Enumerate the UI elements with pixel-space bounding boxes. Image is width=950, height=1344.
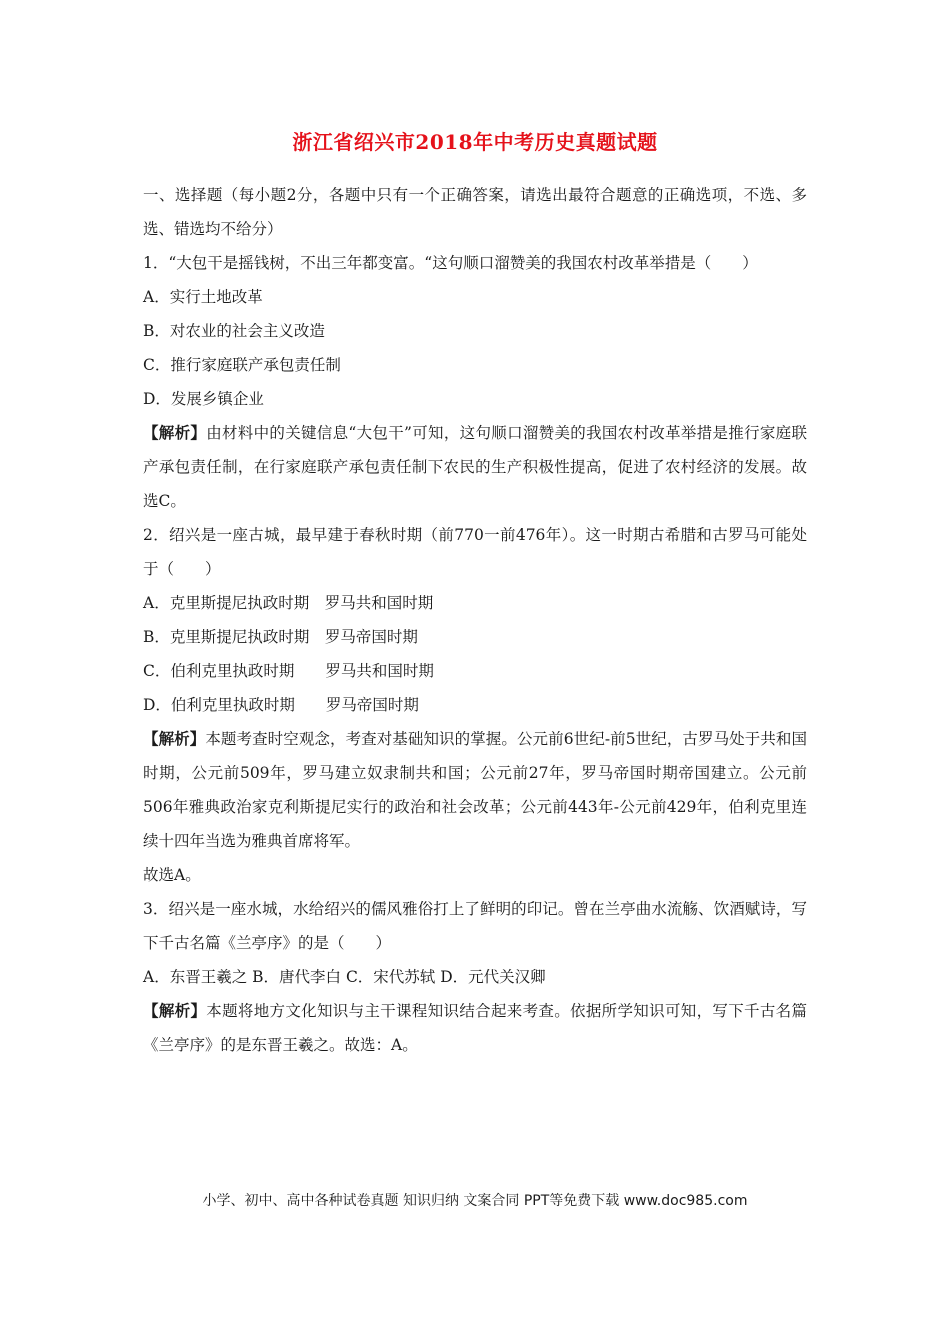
question-1-option-c: C．推行家庭联产承包责任制 — [143, 356, 341, 374]
section-header: 一、选择题（每小题2分，各题中只有一个正确答案，请选出最符合题意的正确选项，不选、多选、错选均不给分） — [143, 186, 807, 238]
analysis-label: 【解析】 — [143, 1001, 207, 1020]
question-2-stem: 2．绍兴是一座古城，最早建于春秋时期（前770一前476年）。这一时期古希腊和古罗马可能处于（ ） — [143, 526, 807, 578]
question-3-options: A．东晋王羲之 B．唐代李白 C．宋代苏轼 D．元代关汉卿 — [143, 968, 546, 986]
question-3-analysis — [143, 994, 807, 1062]
analysis-label: 【解析】 — [143, 423, 207, 442]
question-1-option-a: A．实行土地改革 — [143, 288, 263, 306]
analysis-label: 【解析】 — [143, 729, 206, 748]
question-2-analysis — [143, 722, 807, 858]
question-1-option-d: D．发展乡镇企业 — [143, 390, 264, 408]
question-3-stem: 3．绍兴是一座水城，水给绍兴的儒风雅俗打上了鲜明的印记。曾在兰亭曲水流觞、饮酒赋诗，写下千古名篇《兰亭序》的是（ ） — [143, 900, 807, 952]
analysis-text: 由材料中的关键信息“大包干”可知，这句顺口溜赞美的我国农村改革举措是推行家庭联产承包责任制，在行家庭联产承包责任制下农民的生产积极性提高，促进了农村经济的发展。故选C。 — [143, 424, 807, 510]
document-body — [143, 178, 807, 1062]
question-2-conclusion: 故选A。 — [143, 866, 201, 884]
question-2-option-c: C．伯利克里执政时期 罗马共和国时期 — [143, 662, 434, 680]
question-1-option-b: B．对农业的社会主义改造 — [143, 322, 325, 340]
question-2-option-b: B．克里斯提尼执政时期 罗马帝国时期 — [143, 628, 418, 646]
page-title: 浙江省绍兴市2018年中考历史真题试题 — [292, 130, 658, 154]
analysis-text: 本题考查时空观念，考查对基础知识的掌握。公元前6世纪-前5世纪，古罗马处于共和国时期，公元前509年，罗马建立奴隶制共和国；公元前27年，罗马帝国时期帝国建立。公元前506年雅典政治家克利斯提尼实行的政治和社会改革；公元前443年-公元前429年，伯利克里连续十四年当选为雅典首席将军。 — [143, 730, 807, 850]
question-2-option-d: D．伯利克里执政时期 罗马帝国时期 — [143, 696, 419, 714]
analysis-text: 本题将地方文化知识与主干课程知识结合起来考查。依据所学知识可知，写下千古名篇《兰亭序》的是东晋王羲之。故选：A。 — [143, 1002, 807, 1054]
question-1-analysis — [143, 416, 807, 518]
question-2-option-a: A．克里斯提尼执政时期 罗马共和国时期 — [143, 594, 434, 612]
page-footer: 小学、初中、高中各种试卷真题 知识归纳 文案合同 PPT等免费下载 www.doc985.com — [202, 1193, 748, 1209]
question-1-stem: 1．“大包干是摇钱树，不出三年都变富。“这句顺口溜赞美的我国农村改革举措是（ ） — [143, 254, 758, 272]
